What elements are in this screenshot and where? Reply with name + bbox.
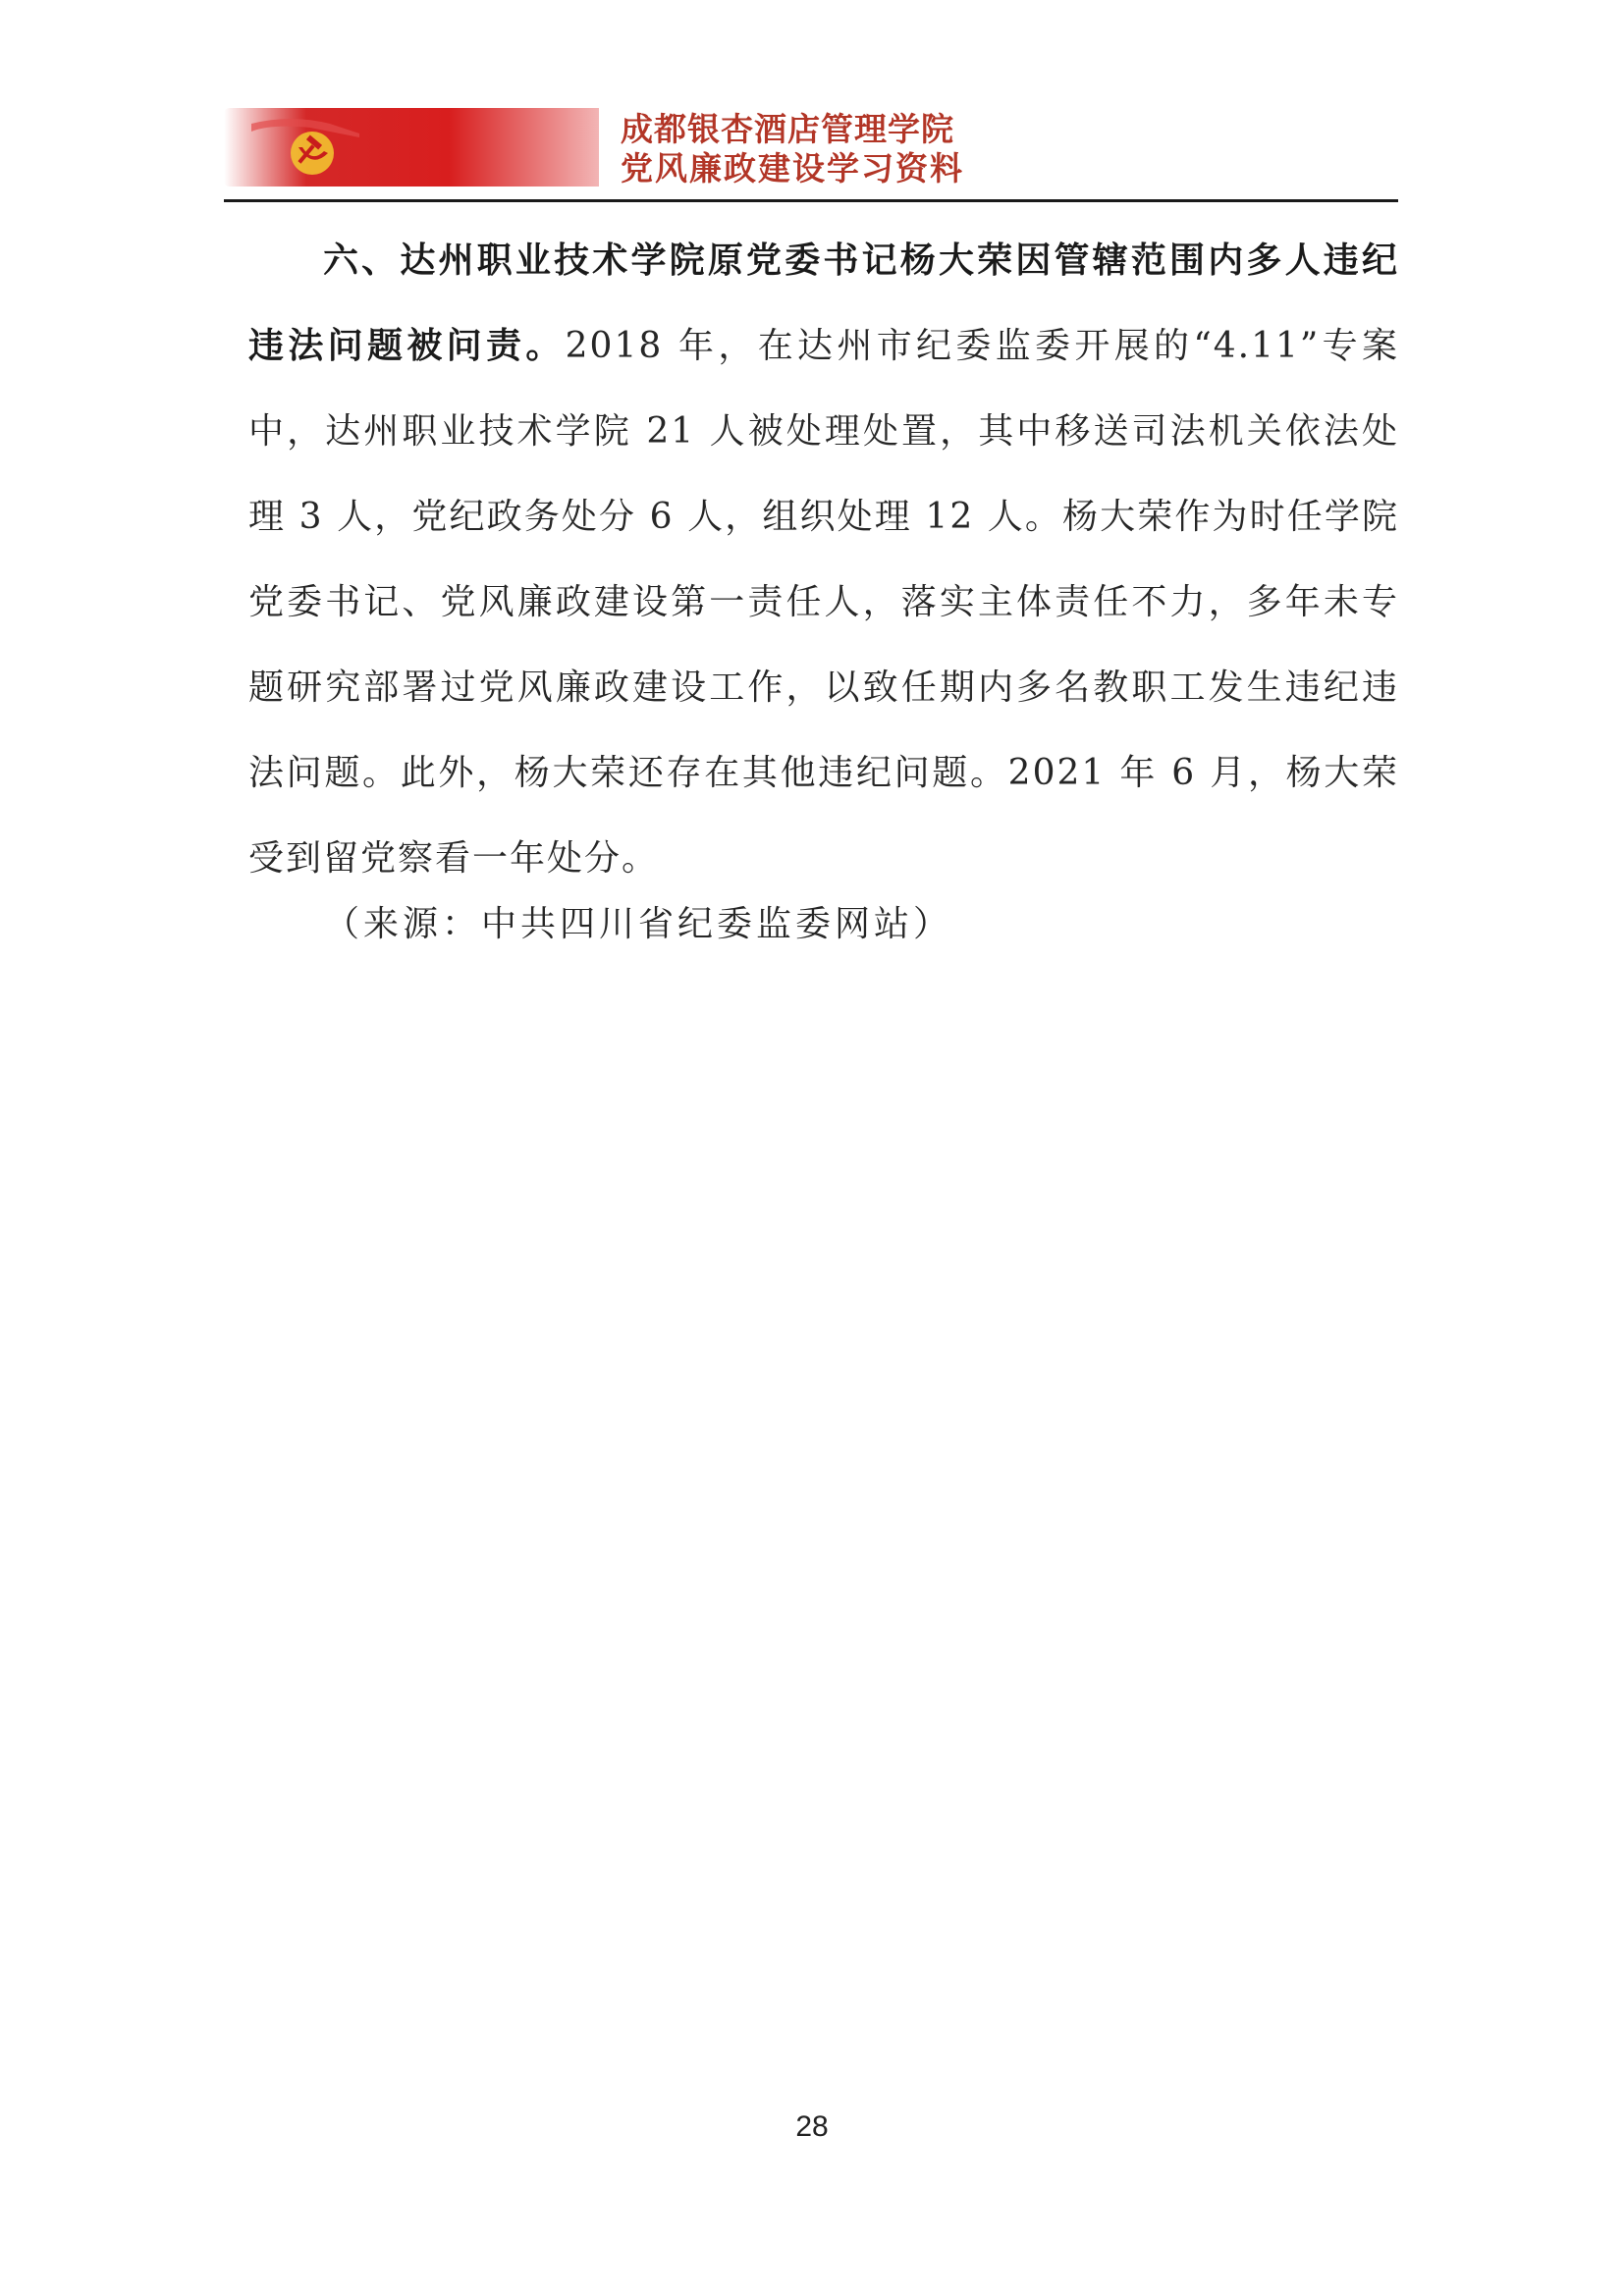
header-title [621,110,964,188]
header-title-line1: 成都银杏酒店管理学院 [621,110,954,148]
section-heading: 六、达州职业技术学院原党委书记杨大荣因管辖范围内多人违纪违法问题被问责。 [248,240,1399,366]
header-title-line2: 党风廉政建设学习资料 [621,149,964,187]
page-header [224,96,1398,194]
paragraph-text: 2018 年，在达州市纪委监委开展的“4.11”专案中，达州职业技术学院 21 人被处理处置，其中移送司法机关依法处理 3 人，党纪政务处分 6 人，组织处理 12 人。杨大荣作为时任学院党委书记、党风廉政建设第一责任人，落实主体责任不力，多年未专题研究部署过党风廉政建设工作，以致任期内多名教职工发生违纪违法问题。此外，杨大荣还存在其他违纪问题。2021 年 6 月，杨大荣受到留党察看一年处分。 [248,326,1399,879]
article-body [248,218,1399,901]
page-number: 28 [795,2110,829,2143]
article-paragraph [248,218,1399,901]
source-note: （来源：中共四川省纪委监委网站） [324,904,953,944]
header-divider [224,199,1398,202]
hammer-sickle-icon [251,114,359,185]
